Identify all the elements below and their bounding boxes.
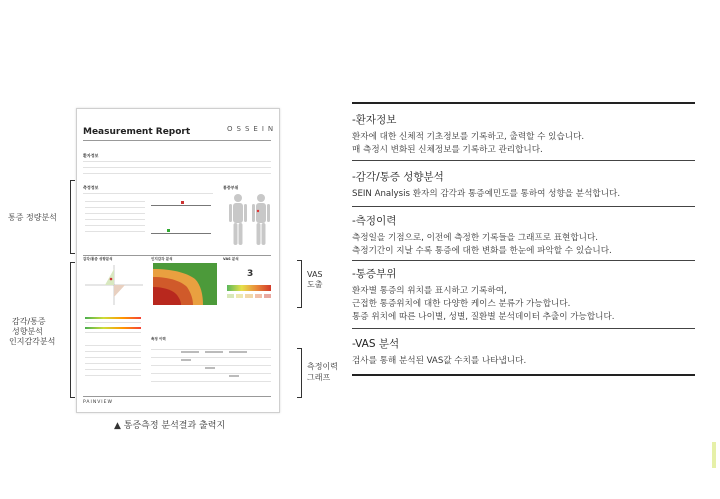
report-measure-table xyxy=(85,197,145,237)
section-title-sensory: -감각/통증 성향분석 xyxy=(352,171,444,183)
sensory-quadrant-chart xyxy=(85,265,143,305)
report-divider xyxy=(83,396,271,397)
report-scale-line xyxy=(151,205,211,206)
report-history-heading: 측정 이력 xyxy=(151,337,166,341)
label-sensory-3: 인지감각분석 xyxy=(9,337,56,346)
report-thumbnail xyxy=(76,108,280,413)
section-divider xyxy=(352,328,695,329)
vas-scale-bar xyxy=(227,285,271,291)
report-divider xyxy=(83,255,271,256)
label-vas-derive: 도출 xyxy=(307,280,323,289)
report-row xyxy=(83,193,213,194)
bracket-pain-measure xyxy=(70,180,75,254)
label-sensory-2: 성향분석 xyxy=(12,327,43,336)
section-body-line: 검사를 통해 분석된 VAS값 수치를 나타냅니다. xyxy=(352,356,527,366)
section-body-line: 근접한 통증위치에 대한 다양한 케이스 분류가 가능합니다. xyxy=(352,299,571,309)
vas-score: 3 xyxy=(247,269,254,279)
section-divider xyxy=(352,160,695,161)
label-sensory-1: 감각/통증 xyxy=(12,317,46,326)
report-patient-info-heading: 환자정보 xyxy=(83,153,99,158)
section-body-line: 매 측정시 변화된 신체정보를 기록하고 관리합니다. xyxy=(352,145,543,155)
report-scale-line xyxy=(151,233,211,234)
report-vas-heading: VAS 분석 xyxy=(223,257,239,261)
section-body-line: 환자별 통증의 위치를 표시하고 기록하여, xyxy=(352,286,507,296)
label-history: 측정이력 xyxy=(307,362,338,371)
body-silhouette-icon xyxy=(227,193,273,247)
bracket-vas xyxy=(297,260,302,308)
label-pain-measure: 통증 정량분석 xyxy=(8,213,57,222)
section-title-history: -측정이력 xyxy=(352,215,397,227)
report-divider xyxy=(83,140,271,141)
report-marker xyxy=(181,201,184,204)
section-body-line: 환자에 대한 신체적 기초정보를 기록하고, 출력할 수 있습니다. xyxy=(352,132,585,142)
section-title-vas: -VAS 분석 xyxy=(352,338,400,350)
label-history-graph: 그래프 xyxy=(307,373,331,382)
report-logo: OSSEIN xyxy=(227,125,278,133)
section-title-pain-location: -통증부위 xyxy=(352,268,397,280)
section-divider xyxy=(352,260,695,261)
report-row xyxy=(83,173,271,174)
cognitive-heatmap-chart xyxy=(153,263,217,305)
report-measure-info-heading: 측정정보 xyxy=(83,185,99,190)
section-title-patient-info: -환자정보 xyxy=(352,114,397,126)
panel-bottom-rule xyxy=(352,374,695,376)
vas-faces xyxy=(227,294,271,298)
section-body-line: 측정기간이 지날 수록 통증에 대한 변화를 한눈에 파악할 수 있습니다. xyxy=(352,246,612,256)
report-mini-table xyxy=(85,315,145,337)
section-body-line: 측정일을 기점으로, 이전에 측정한 기록들을 그래프로 표현합니다. xyxy=(352,233,598,243)
figure-caption: ▲ 통증측정 분석결과 출력지 xyxy=(114,421,226,431)
label-vas: VAS xyxy=(307,270,323,279)
report-history-grid xyxy=(151,345,271,389)
report-body-view-heading: 통증부위 xyxy=(223,185,239,190)
section-body-line: 통증 위치에 따른 나이별, 성별, 질환별 분석데이터 추출이 가능합니다. xyxy=(352,312,615,322)
bracket-history xyxy=(297,348,302,398)
section-body-line: SEIN Analysis 환자의 감각과 통증예민도를 통하여 성향을 분석합니다. xyxy=(352,189,621,199)
report-footer-logo: PAINVIEW xyxy=(83,400,113,405)
report-marker xyxy=(167,229,170,232)
report-title: Measurement Report xyxy=(83,127,191,137)
report-history-table xyxy=(85,341,145,381)
edge-accent xyxy=(712,442,716,468)
panel-top-rule xyxy=(352,102,695,104)
section-divider xyxy=(352,206,695,207)
bracket-sensory xyxy=(70,262,75,398)
report-sensory-heading: 감각/통증 성향분석 xyxy=(83,257,113,261)
report-row xyxy=(83,167,271,168)
report-cognitive-heading: 인지감각 분석 xyxy=(151,257,173,261)
report-row xyxy=(83,161,271,162)
